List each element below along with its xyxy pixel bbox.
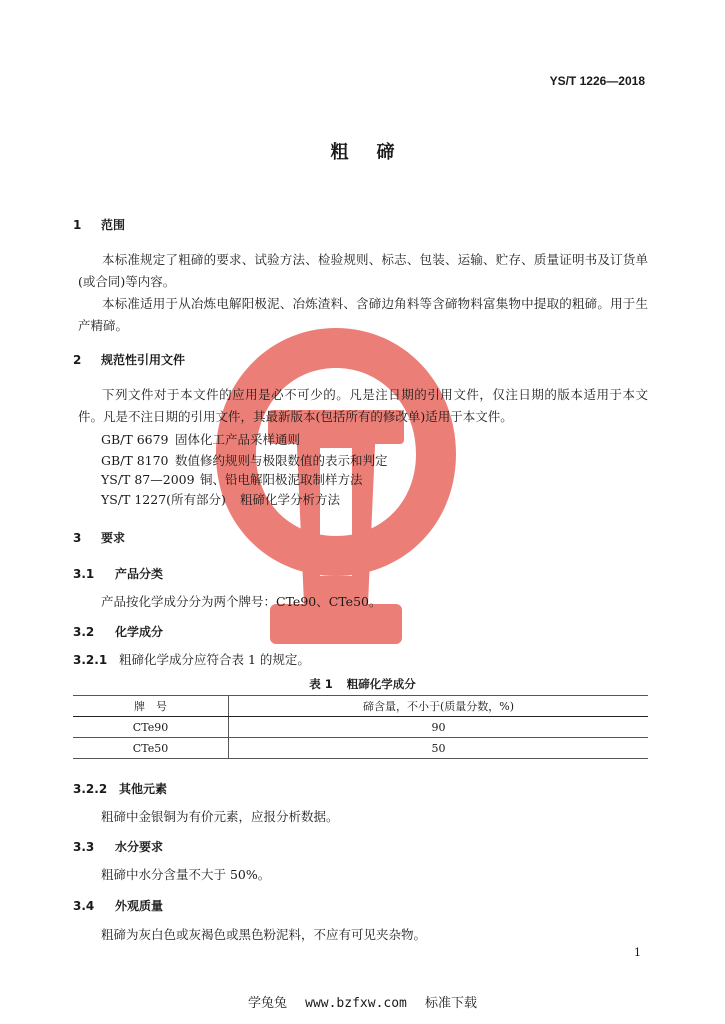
table-cell: CTe50 — [73, 738, 229, 759]
title-char: 粗 — [330, 142, 349, 163]
standard-code: YS/T 1226—2018 — [549, 74, 645, 88]
subsection-heading: 3.3 水分要求 — [73, 840, 164, 854]
page-title — [0, 138, 725, 164]
table-header-row — [73, 696, 648, 717]
paragraph: 本标准适用于从冶炼电解阳极泥、冶炼渣料、含碲边角料等含碲物料富集物中提取的粗碲。用于生产精碲。 — [78, 296, 648, 333]
column-header: 牌 号 — [73, 696, 229, 717]
table-row — [73, 738, 648, 759]
reference-item: YS/T 87—2009 铜、铅电解阳极泥取制样方法 — [101, 472, 363, 487]
table-cell: 50 — [229, 738, 649, 759]
title-char: 碲 — [376, 142, 395, 163]
paragraph: 粗碲中金银铜为有价元素，应报分析数据。 — [101, 809, 339, 824]
column-header: 碲含量，不小于(质量分数，%) — [229, 696, 649, 717]
section-heading: 1 范围 — [73, 218, 126, 232]
table-row — [73, 717, 648, 738]
footer — [0, 992, 725, 1011]
paragraph: 粗碲中水分含量不大于 50%。 — [101, 867, 271, 882]
page-number: 1 — [634, 946, 641, 959]
footer-tagline: 标准下载 — [425, 996, 478, 1011]
clause-heading: 3.2.2 其他元素 — [73, 782, 168, 796]
table-cell: 90 — [229, 717, 649, 738]
reference-item: YS/T 1227(所有部分) 粗碲化学分析方法 — [101, 492, 341, 507]
reference-item: GB/T 8170 数值修约规则与极限数值的表示和判定 — [101, 453, 388, 468]
reference-item: GB/T 6679 固体化工产品采样通则 — [101, 432, 301, 447]
clause: 3.2.1 粗碲化学成分应符合表 1 的规定。 — [73, 652, 310, 667]
paragraph: 本标准规定了粗碲的要求、试验方法、检验规则、标志、包装、运输、贮存、质量证明书及订货单(或合同)等内容。 — [78, 252, 648, 289]
chemical-composition-table — [73, 695, 648, 759]
paragraph: 下列文件对于本文件的应用是必不可少的。凡是注日期的引用文件，仅注日期的版本适用于本文件。凡是不注日期的引用文件，其最新版本(包括所有的修改单)适用于本文件。 — [78, 387, 648, 424]
subsection-heading: 3.4 外观质量 — [73, 899, 164, 913]
footer-url[interactable]: www.bzfxw.com — [305, 996, 407, 1011]
section-heading: 2 规范性引用文件 — [73, 353, 186, 367]
section-heading: 3 要求 — [73, 531, 126, 545]
paragraph: 产品按化学成分分为两个牌号：CTe90、CTe50。 — [101, 594, 382, 609]
subsection-heading: 3.2 化学成分 — [73, 625, 164, 639]
footer-site-name: 学兔兔 — [247, 996, 287, 1011]
table-caption: 表 1 粗碲化学成分 — [309, 677, 416, 691]
subsection-heading: 3.1 产品分类 — [73, 567, 164, 581]
table-cell: CTe90 — [73, 717, 229, 738]
paragraph: 粗碲为灰白色或灰褐色或黑色粉泥料，不应有可见夹杂物。 — [101, 927, 427, 942]
